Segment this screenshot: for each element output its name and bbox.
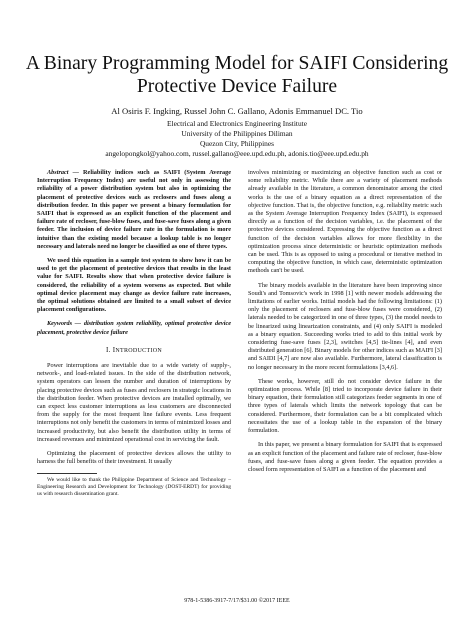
section-heading-introduction bbox=[37, 346, 231, 355]
affiliation-institute: Electrical and Electronics Engineering Institute bbox=[167, 119, 307, 128]
title-line-2: Protective Device Failure bbox=[136, 76, 338, 97]
affiliation-emails: angelopongkol@yahoo.com, russel.gallano@eee.upd.edu.ph, adonis.tio@eee.upd.edu.ph bbox=[105, 149, 369, 158]
intro-paragraph-1: Power interruptions are inevitable due to a wide variety of supply-, network-, and load-related issues. In the side of the distribution network, system operators can lessen the number and duration of interruptions by placing protective devices such as fuses and reclosers in strategic locations in the distribution feeder. When protective devices are installed optimally, we can expect less customer interruptions as less customers are disconnected from the supply for the most frequent line failure events. Less frequent interruptions not only benefit the customers in terms of minimized losses and increased productivity, but also benefit the distribution utility in terms of increased revenues and minimized operational cost in servicing the fault. bbox=[37, 362, 231, 443]
footnote-acknowledgement: We would like to thank the Philippine Department of Science and Technology – Engineering Research and Development for Technology (DOST-ERDT) for providing us with research dissemination grant. bbox=[37, 476, 231, 497]
abstract-label: Abstract bbox=[47, 169, 69, 176]
paper-title bbox=[20, 52, 454, 98]
keywords-label: Keywords bbox=[47, 320, 72, 328]
right-paragraph-3: These works, however, still do not consider device failure in the optimization process. While [8] tried to incorporate device failure in their binary equation, their formulation still categorizes feeder segments in one of three types of laterals which limits the network topology that can be considered. Furthermore, their formulation can be a bit complicated which necessitates the use of a lookup table in the expansion of the binary formulation. bbox=[248, 377, 442, 435]
affiliation-university: University of the Philippines Diliman bbox=[181, 129, 293, 138]
right-column bbox=[248, 169, 442, 480]
section-title-initial: I bbox=[112, 345, 116, 354]
section-number: I. bbox=[105, 345, 111, 354]
keywords-paragraph bbox=[37, 320, 231, 336]
keywords-text: — distribution system reliability, optimal protective device placement, protective device failure bbox=[37, 320, 231, 336]
abstract-paragraph bbox=[37, 169, 231, 251]
abstract-text: — Reliability indices such as SAIFI (System Average Interruption Frequency Index) are useful not only in assessing the reliability of a power distribution system but also in optimizing the placement of protective devices such as reclosers and fuses along a distribution feeder. In this paper we present a binary formulation for SAIFI that is expressed as an explicit function of the placement and failure rate of recloser, fuse-blow fuses, and fuse-save fuses along a given feeder. The inclusion of device failure rate in the formulation is more intuitive than the existing model because a lookup table is no longer necessary and laterals need no longer be classified as one of three types. bbox=[37, 169, 231, 250]
right-paragraph-2: The binary models available in the literature have been improving since Soudi's and Tomsovic's work in 1998 [1] with newer models addressing the limitations of earlier works. Initial models had the following limitations: (1) only the placement of reclosers and fuse-blow fuses were considered, (2) laterals needed to be categorized in one of three types, (3) the model needs to be linearized using linearization constraints, and (4) only SAIFI is modeled as a binary equation. Succeeding works tried to add to this initial work by considering fuse-save fuses [2,3], switches [4,5] tie-lines [4], and even distributed generation [6]. Binary models for other indices such as MAIFI [3] and SAIDI [4,7] are now also available. Furthermore, lateral classification is no longer necessary in the more recent formulations [3,4,6]. bbox=[248, 281, 442, 371]
title-line-1: A Binary Programming Model for SAIFI Considering bbox=[25, 53, 449, 74]
copyright-footer: 978-1-5386-3917-7/17/$31.00 ©2017 IEEE bbox=[184, 598, 290, 604]
left-column bbox=[37, 169, 231, 504]
right-paragraph-1: involves minimizing or maximizing an objective function such as cost or some reliability metric. While there are a variety of placement methods already available in the literature, a common denominator among the cited works is the use of a binary equation as a direct representation of the objective function. That is, the objective function, e.g. reliability metric such as the System Average Interruption Frequency Index (SAIFI), is expressed directly as a function of the decision variables, i.e. the placement of the protective devices considered. Expressing the objective function as a direct function of the decision variables allows for more flexibility in the optimization process since deterministic or heuristic optimization methods can be used. This is as opposed to using a procedural or iterative method in computing the objective function, in which case, deterministic optimization methods can't be used. bbox=[248, 169, 442, 275]
right-paragraph-4: In this paper, we present a binary formulation for SAIFI that is expressed as an explicit function of the placement and failure rate of recloser, fuse-blow fuses, and fuse-save fuses along a given feeder. The equation provides a closed form representation of SAIFI as a function of the placement and bbox=[248, 441, 442, 473]
intro-paragraph-2: Optimizing the placement of protective devices allows the utility to harness the full benefits of their investment. It usually bbox=[37, 450, 231, 466]
affiliation-city: Quezon City, Philippines bbox=[199, 139, 275, 148]
affiliation-block bbox=[20, 119, 454, 159]
footnote-rule bbox=[37, 473, 97, 474]
section-title-rest: NTRODUCTION bbox=[115, 347, 163, 354]
abstract-paragraph-2: We used this equation in a sample test system to show how it can be used to get the placement of protective devices that results in the least value for SAIFI. Results show that when protective device failure is considered, the reliability of a system worsens as expected. But while optimal device placement may change as device failure rate increases, the optimal solutions obtained are limited to a small subset of device placement configurations. bbox=[37, 257, 231, 314]
author-list: Al Osiris F. Ingking, Russel John C. Gallano, Adonis Emmanuel DC. Tio bbox=[111, 106, 363, 116]
